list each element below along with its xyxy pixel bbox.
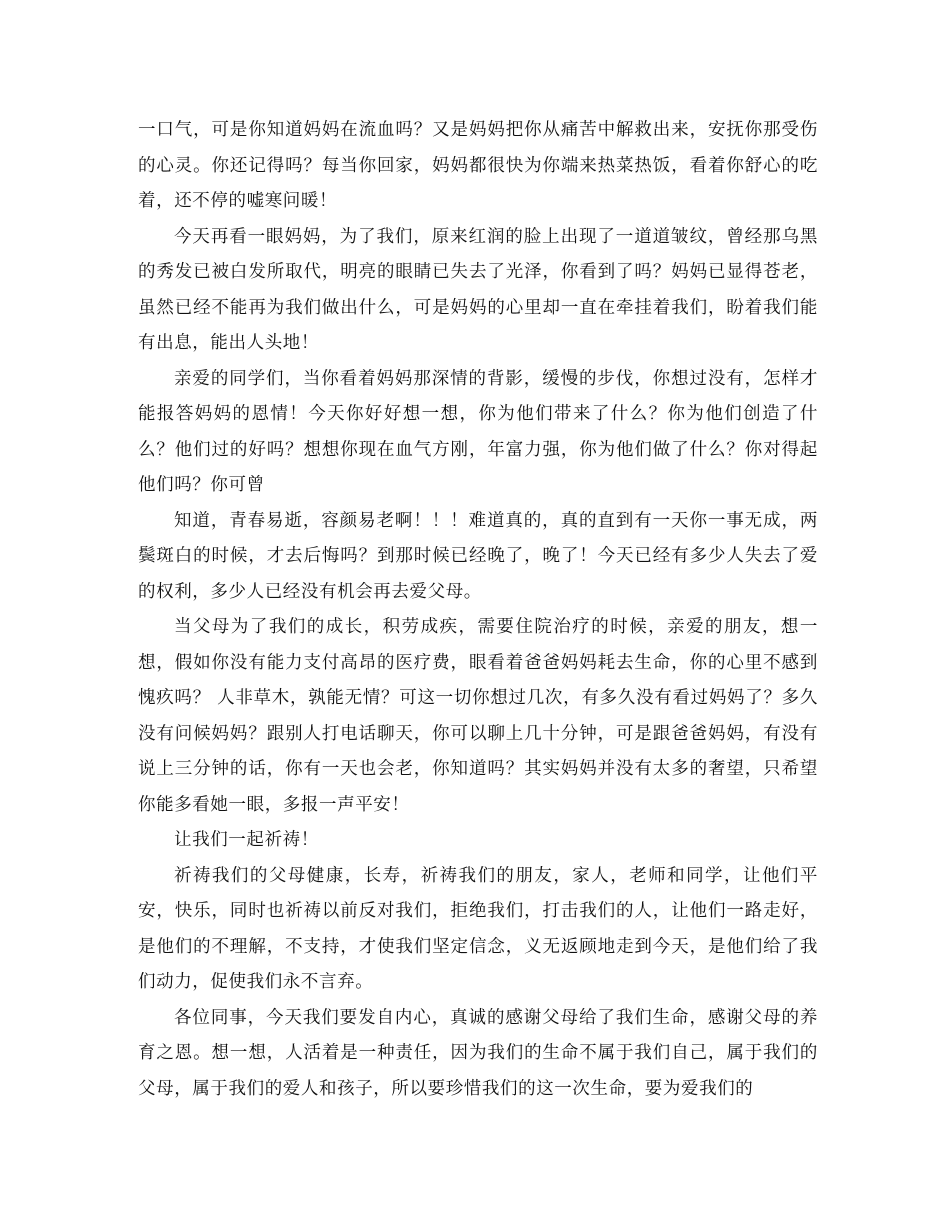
paragraph-7: 祈祷我们的父母健康，长寿，祈祷我们的朋友，家人，老师和同学，让他们平安，快乐，同时也祈祷以前反对我们，拒绝我们，打击我们的人，让他们一路走好，是他们的不理解，不支持，才使我们坚定信念，义无返顾地走到今天，是他们给了我们动力，促使我们永不言弃。 [138,865,818,992]
paragraph-6: 让我们一起祈祷！ [174,830,319,850]
paragraph-3: 亲爱的同学们，当你看着妈妈那深情的背影，缓慢的步伐，你想过没有，怎样才能报答妈妈的恩情！今天你好好想一想，你为他们带来了什么？你为他们创造了什么？他们过的好吗？想想你现在血气方刚，年富力强，你为他们做了什么？你对得起他们吗？你可曾 [138,368,818,495]
document-page [138,113,818,1107]
paragraph-4: 知道，青春易逝，容颜易老啊！！！难道真的，真的直到有一天你一事无成，两鬓斑白的时候，才去后悔吗？到那时候已经晚了，晚了！今天已经有多少人失去了爱的权利，多少人已经没有机会再去爱父母。 [138,510,818,602]
paragraph-5: 当父母为了我们的成长，积劳成疾，需要住院治疗的时候，亲爱的朋友，想一想，假如你没有能力支付高昂的医疗费，眼看着爸爸妈妈耗去生命，你的心里不感到愧疚吗？ 人非草木，孰能无情？可这一切你想过几次，有多久没有看过妈妈了？多久没有问候妈妈？跟别人打电话聊天，你可以聊上几十分钟，可是跟爸爸妈妈，有没有说上三分钟的话，你有一天也会老，你知道吗？其实妈妈并没有太多的奢望，只希望你能多看她一眼，多报一声平安！ [138,617,818,815]
paragraph-1: 一口气，可是你知道妈妈在流血吗？又是妈妈把你从痛苦中解救出来，安抚你那受伤的心灵。你还记得吗？每当你回家，妈妈都很快为你端来热菜热饭，看着你舒心的吃着，还不停的嘘寒问暖！ [138,120,818,211]
paragraph-2: 今天再看一眼妈妈，为了我们，原来红润的脸上出现了一道道皱纹，曾经那乌黑的秀发已被白发所取代，明亮的眼睛已失去了光泽，你看到了吗？妈妈已显得苍老，虽然已经不能再为我们做出什么，可是妈妈的心里却一直在牵挂着我们，盼着我们能有出息，能出人头地！ [138,226,818,353]
paragraph-8: 各位同事，今天我们要发自内心，真诚的感谢父母给了我们生命，感谢父母的养育之恩。想一想，人活着是一种责任，因为我们的生命不属于我们自己，属于我们的父母，属于我们的爱人和孩子，所以要珍惜我们的这一次生命，要为爱我们的 [138,1007,818,1099]
